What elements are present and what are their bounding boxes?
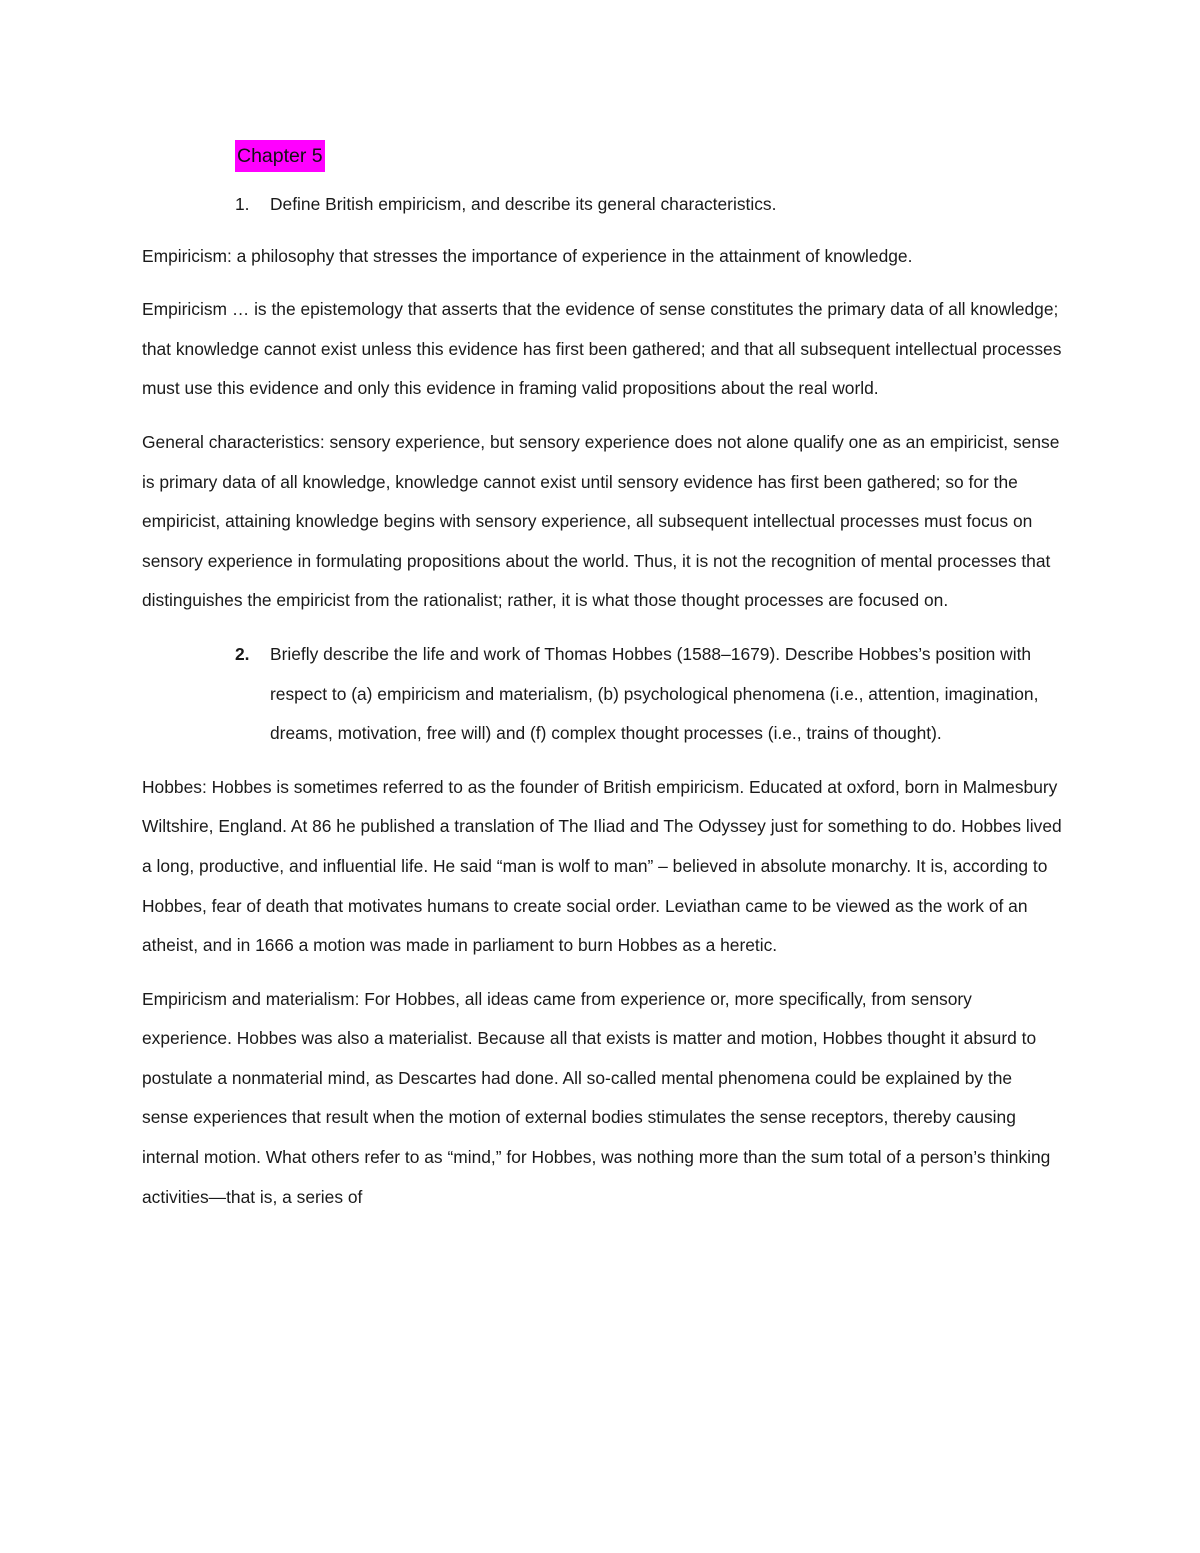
paragraph-empiricism-epistemology: Empiricism … is the epistemology that asserts that the evidence of sense constitutes the primary data of all knowledge; that knowledge cannot exist unless this evidence has first been gathered; and that all subsequent intellectual processes must use this evidence and only this evidence in framing valid propositions about the real world. [142,299,1062,399]
paragraph-empiricism-definition: Empiricism: a philosophy that stresses the importance of experience in the attainment of knowledge. [142,245,913,266]
question-1 [235,185,1062,225]
question-2 [235,635,1062,754]
question-1-text: Define British empiricism, and describe its general characteristics. [270,194,777,214]
question-1-number: 1. [235,194,250,214]
document-body [142,140,1062,1231]
paragraph-general-characteristics: General characteristics: sensory experience, but sensory experience does not alone qualify one as an empiricist, sense is primary data of all knowledge, knowledge cannot exist until sensory evidence has first been gathered; so for the empiricist, attaining knowledge begins with sensory experience, all subsequent intellectual processes must focus on sensory experience in formulating propositions about the world. Thus, it is not the recognition of mental processes that distinguishes the empiricist from the rationalist; rather, it is what those thought processes are focused on. [142,431,1060,611]
chapter-title: Chapter 5 [235,140,325,172]
question-2-text: Briefly describe the life and work of Thomas Hobbes (1588–1679). Describe Hobbes’s position with respect to (a) empiricism and materialism, (b) psychological phenomena (i.e., attention, imagination, dreams, motivation, free will) and (f) complex thought processes (i.e., trains of thought). [270,643,1039,744]
paragraph-hobbes-life: Hobbes: Hobbes is sometimes referred to as the founder of British empiricism. Educated at oxford, born in Malmesbury Wiltshire, England. At 86 he published a translation of The Iliad and The Odyssey just for something to do. Hobbes lived a long, productive, and influential life. He said “man is wolf to man” – believed in absolute monarchy. It is, according to Hobbes, fear of death that motivates humans to create social order. Leviathan came to be viewed as the work of an atheist, and in 1666 a motion was made in parliament to burn Hobbes as a heretic. [142,776,1062,956]
chapter-heading-row [235,140,1062,172]
paragraph-empiricism-materialism: Empiricism and materialism: For Hobbes, all ideas came from experience or, more specifically, from sensory experience. Hobbes was also a materialist. Because all that exists is matter and motion, Hobbes thought it absurd to postulate a nonmaterial mind, as Descartes had done. All so-called mental phenomena could be explained by the sense experiences that result when the motion of external bodies stimulates the sense receptors, thereby causing internal motion. What others refer to as “mind,” for Hobbes, was nothing more than the sum total of a person’s thinking activities—that is, a series of [142,988,1051,1207]
question-2-number: 2. [235,643,250,664]
